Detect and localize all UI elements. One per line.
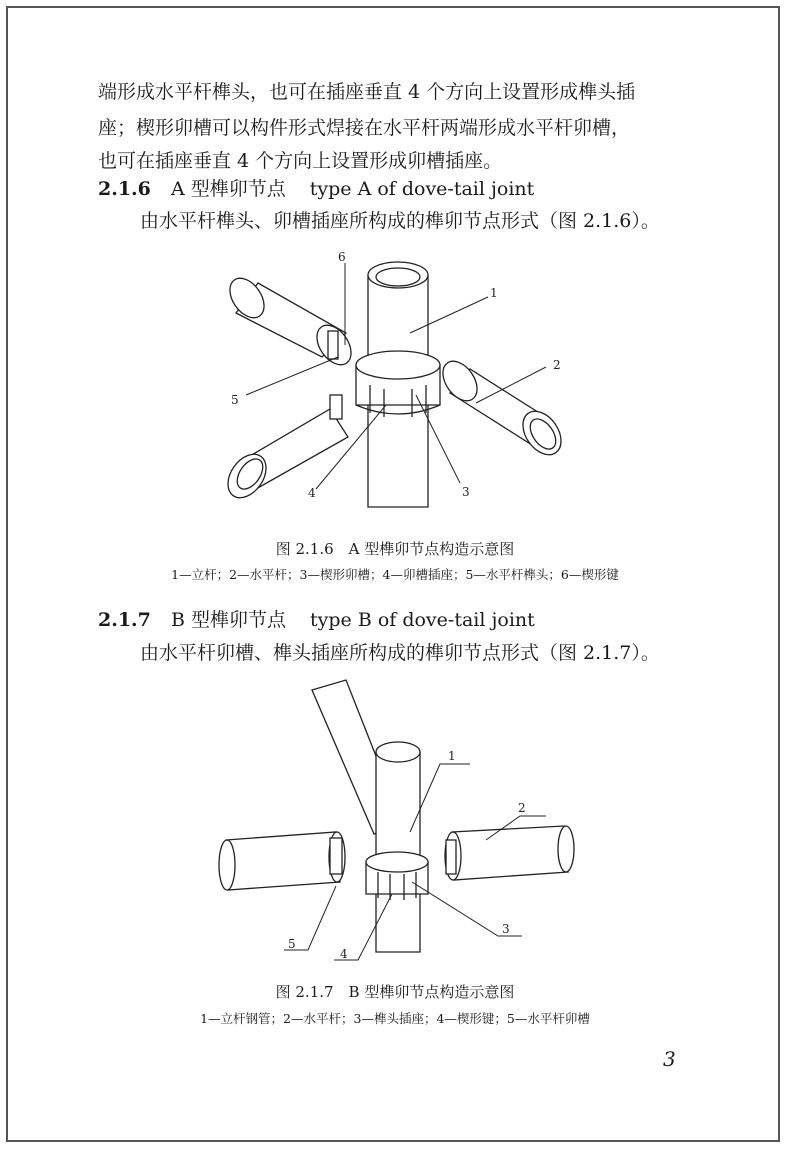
page-number: 3 <box>663 1047 676 1071</box>
figure-217-caption: 图 2.1.7 B 型榫卯节点构造示意图 <box>275 983 515 1001</box>
figure-216-legend: 1—立杆；2—水平杆；3—楔形卯槽；4—卯槽插座；5—水平杆榫头；6—楔形键 <box>171 567 619 582</box>
figure-217-legend: 1—立杆钢管；2—水平杆；3—榫头插座；4—楔形键；5—水平杆卯槽 <box>200 1011 590 1026</box>
figure-217-label-5: 5 <box>288 937 296 951</box>
figure-217-label-2: 2 <box>518 801 526 815</box>
section-217-number: 2.1.7 <box>98 609 151 631</box>
figure-217-label-1: 1 <box>448 749 456 763</box>
section-217-text: 由水平杆卯槽、榫头插座所构成的榫卯节点形式（图 2.1.7）。 <box>140 642 660 664</box>
figure-216-label-4: 4 <box>308 486 316 500</box>
body-line-2: 座；楔形卯槽可以构件形式焊接在水平杆两端形成水平杆卯槽， <box>98 117 631 139</box>
section-217-title-cn: B 型榫卯节点 <box>170 609 286 631</box>
figure-216-label-5: 5 <box>231 393 239 407</box>
section-216-text: 由水平杆榫头、卯槽插座所构成的榫卯节点形式（图 2.1.6）。 <box>140 210 660 232</box>
figure-217-drawing <box>0 672 790 972</box>
section-216-title-en: type A of dove-tail joint <box>309 178 535 200</box>
figure-216-drawing <box>0 245 790 525</box>
figure-216-label-2: 2 <box>553 358 561 372</box>
section-216-title-cn: A 型榫卯节点 <box>170 178 286 200</box>
section-216-number: 2.1.6 <box>98 178 151 200</box>
figure-216-label-6: 6 <box>338 250 346 264</box>
section-217-title-en: type B of dove-tail joint <box>310 609 535 631</box>
figure-216-label-3: 3 <box>462 485 470 499</box>
figure-217-label-4: 4 <box>340 947 348 961</box>
figure-217-label-3: 3 <box>502 922 510 936</box>
body-line-1: 端形成水平杆榫头，也可在插座垂直 4 个方向上设置形成榫头插 <box>98 81 636 103</box>
section-216-heading <box>98 177 534 201</box>
figure-216-label-1: 1 <box>490 286 498 300</box>
section-217-heading <box>98 608 535 632</box>
body-line-3: 也可在插座垂直 4 个方向上设置形成卯槽插座。 <box>98 150 503 172</box>
figure-216-caption: 图 2.1.6 A 型榫卯节点构造示意图 <box>275 540 515 558</box>
